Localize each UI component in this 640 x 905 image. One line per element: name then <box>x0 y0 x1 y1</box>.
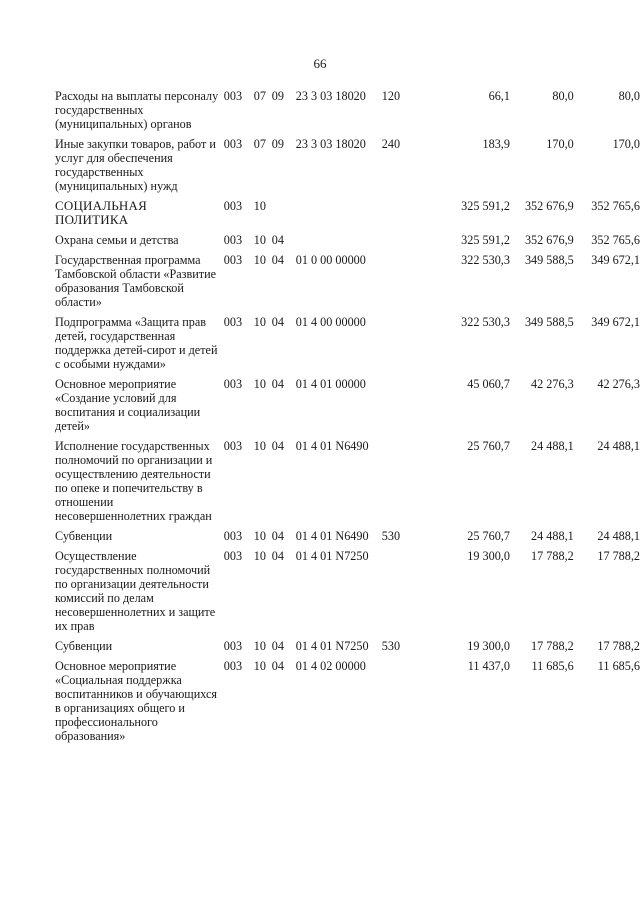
target-code: 23 3 03 18020 <box>295 89 366 103</box>
ministry-code: 003 <box>223 233 243 247</box>
row-code <box>223 639 417 659</box>
subsection-code: 04 <box>271 529 284 543</box>
target-code: 01 4 01 N7250 <box>295 639 369 653</box>
row-code <box>223 377 417 439</box>
value-2020: 349 672,1 <box>591 315 640 329</box>
section-code: 07 <box>253 89 266 103</box>
target-code: 01 4 01 00000 <box>295 377 366 391</box>
ministry-code: 003 <box>223 199 243 213</box>
row-name: Осуществление государственных полномочий по организации деятельности комиссий по делам несовершеннолетних и защите их прав <box>55 549 216 633</box>
value-2019: 17 788,2 <box>531 549 574 563</box>
value-2018: 11 437,0 <box>467 659 510 673</box>
ministry-code: 003 <box>223 89 243 103</box>
row-name: СОЦИАЛЬНАЯ ПОЛИТИКА <box>55 198 147 227</box>
value-2020: 352 765,6 <box>591 199 640 213</box>
table-row <box>55 439 640 529</box>
value-2020: 80,0 <box>618 89 640 103</box>
subsection-code: 04 <box>271 233 284 247</box>
ministry-code: 003 <box>223 549 243 563</box>
subsection-code: 04 <box>271 439 284 453</box>
value-2019: 349 588,5 <box>524 253 574 267</box>
row-code <box>223 233 417 253</box>
value-2018: 325 591,2 <box>461 199 510 213</box>
section-code: 10 <box>253 549 266 563</box>
value-2018: 325 591,2 <box>461 233 510 247</box>
value-2020: 24 488,1 <box>597 439 640 453</box>
expense-type-code: 530 <box>381 529 401 543</box>
subsection-code: 04 <box>271 377 284 391</box>
row-name: Государственная программа Тамбовской области «Развитие образования Тамбовской области» <box>55 253 217 309</box>
value-2020: 349 672,1 <box>591 253 640 267</box>
row-name: Субвенции <box>55 529 113 543</box>
row-code <box>223 659 417 749</box>
value-2019: 349 588,5 <box>524 315 574 329</box>
row-name: Субвенции <box>55 639 113 653</box>
row-name: Охрана семьи и детства <box>55 233 179 247</box>
target-code: 01 4 01 N6490 <box>295 529 369 543</box>
row-code <box>223 439 417 529</box>
row-name: Расходы на выплаты персоналу государственных (муниципальных) органов <box>55 89 219 131</box>
value-2018: 25 760,7 <box>467 529 510 543</box>
value-2020: 24 488,1 <box>597 529 640 543</box>
row-name: Основное мероприятие «Социальная поддержка воспитанников и обучающихся в организациях общего и профессионального образования» <box>55 659 217 743</box>
section-code: 10 <box>253 639 266 653</box>
value-2019: 42 276,3 <box>531 377 574 391</box>
target-code: 01 4 01 N6490 <box>295 439 369 453</box>
subsection-code: 04 <box>271 549 284 563</box>
budget-table <box>55 89 640 749</box>
target-code: 01 4 01 N7250 <box>295 549 369 563</box>
table-row <box>55 659 640 749</box>
subsection-code: 04 <box>271 253 284 267</box>
table-row <box>55 89 640 137</box>
section-code: 07 <box>253 137 266 151</box>
row-name: Исполнение государственных полномочий по организации и осуществлению деятельности по опеке и попечительству в отношении несовершеннолетних граждан <box>55 439 213 523</box>
value-2020: 17 788,2 <box>597 549 640 563</box>
row-code <box>223 529 417 549</box>
table-row <box>55 529 640 549</box>
subsection-code: 04 <box>271 659 284 673</box>
value-2018: 19 300,0 <box>467 639 510 653</box>
row-name: Подпрограмма «Защита прав детей, государственная поддержка детей-сирот и детей с особыми нуждами» <box>55 315 218 371</box>
ministry-code: 003 <box>223 529 243 543</box>
subsection-code: 09 <box>271 89 284 103</box>
section-code: 10 <box>253 659 266 673</box>
value-2019: 170,0 <box>546 137 574 151</box>
row-code <box>223 89 417 137</box>
value-2019: 24 488,1 <box>531 529 574 543</box>
table-row <box>55 315 640 377</box>
table-row <box>55 137 640 199</box>
value-2019: 24 488,1 <box>531 439 574 453</box>
value-2018: 45 060,7 <box>467 377 510 391</box>
value-2019: 352 676,9 <box>524 233 574 247</box>
section-code: 10 <box>253 377 266 391</box>
table-row <box>55 377 640 439</box>
target-code: 01 4 00 00000 <box>295 315 366 329</box>
expense-type-code: 120 <box>381 89 401 103</box>
value-2018: 322 530,3 <box>461 253 510 267</box>
ministry-code: 003 <box>223 137 243 151</box>
value-2019: 11 685,6 <box>531 659 574 673</box>
value-2020: 352 765,6 <box>591 233 640 247</box>
value-2020: 42 276,3 <box>597 377 640 391</box>
target-code: 01 0 00 00000 <box>295 253 366 267</box>
ministry-code: 003 <box>223 315 243 329</box>
page-number: 66 <box>313 56 327 71</box>
ministry-code: 003 <box>223 377 243 391</box>
value-2019: 17 788,2 <box>531 639 574 653</box>
value-2019: 352 676,9 <box>524 199 574 213</box>
expense-type-code: 240 <box>381 137 401 151</box>
value-2020: 170,0 <box>612 137 640 151</box>
subsection-code: 09 <box>271 137 284 151</box>
row-code <box>223 549 417 639</box>
subsection-code: 04 <box>271 639 284 653</box>
row-name: Иные закупки товаров, работ и услуг для обеспечения государственных (муниципальных) нужд <box>55 137 216 193</box>
value-2018: 183,9 <box>482 137 510 151</box>
subsection-code: 04 <box>271 315 284 329</box>
section-code: 10 <box>253 253 266 267</box>
section-code: 10 <box>253 233 266 247</box>
section-code: 10 <box>253 315 266 329</box>
table-row <box>55 253 640 315</box>
ministry-code: 003 <box>223 639 243 653</box>
expense-type-code: 530 <box>381 639 401 653</box>
table-row <box>55 233 640 253</box>
ministry-code: 003 <box>223 253 243 267</box>
row-code <box>223 253 417 315</box>
value-2020: 11 685,6 <box>597 659 640 673</box>
value-2018: 322 530,3 <box>461 315 510 329</box>
value-2018: 66,1 <box>488 89 510 103</box>
ministry-code: 003 <box>223 439 243 453</box>
table-row <box>55 639 640 659</box>
row-code <box>223 315 417 377</box>
row-name: Основное мероприятие «Создание условий для воспитания и социализации детей» <box>55 377 201 433</box>
value-2020: 17 788,2 <box>597 639 640 653</box>
table-row <box>55 199 640 233</box>
value-2019: 80,0 <box>552 89 574 103</box>
target-code: 01 4 02 00000 <box>295 659 366 673</box>
row-code <box>223 199 417 233</box>
row-code <box>223 137 417 199</box>
target-code: 23 3 03 18020 <box>295 137 366 151</box>
section-code: 10 <box>253 529 266 543</box>
table-row <box>55 549 640 639</box>
ministry-code: 003 <box>223 659 243 673</box>
value-2018: 25 760,7 <box>467 439 510 453</box>
value-2018: 19 300,0 <box>467 549 510 563</box>
section-code: 10 <box>253 199 266 213</box>
section-code: 10 <box>253 439 266 453</box>
